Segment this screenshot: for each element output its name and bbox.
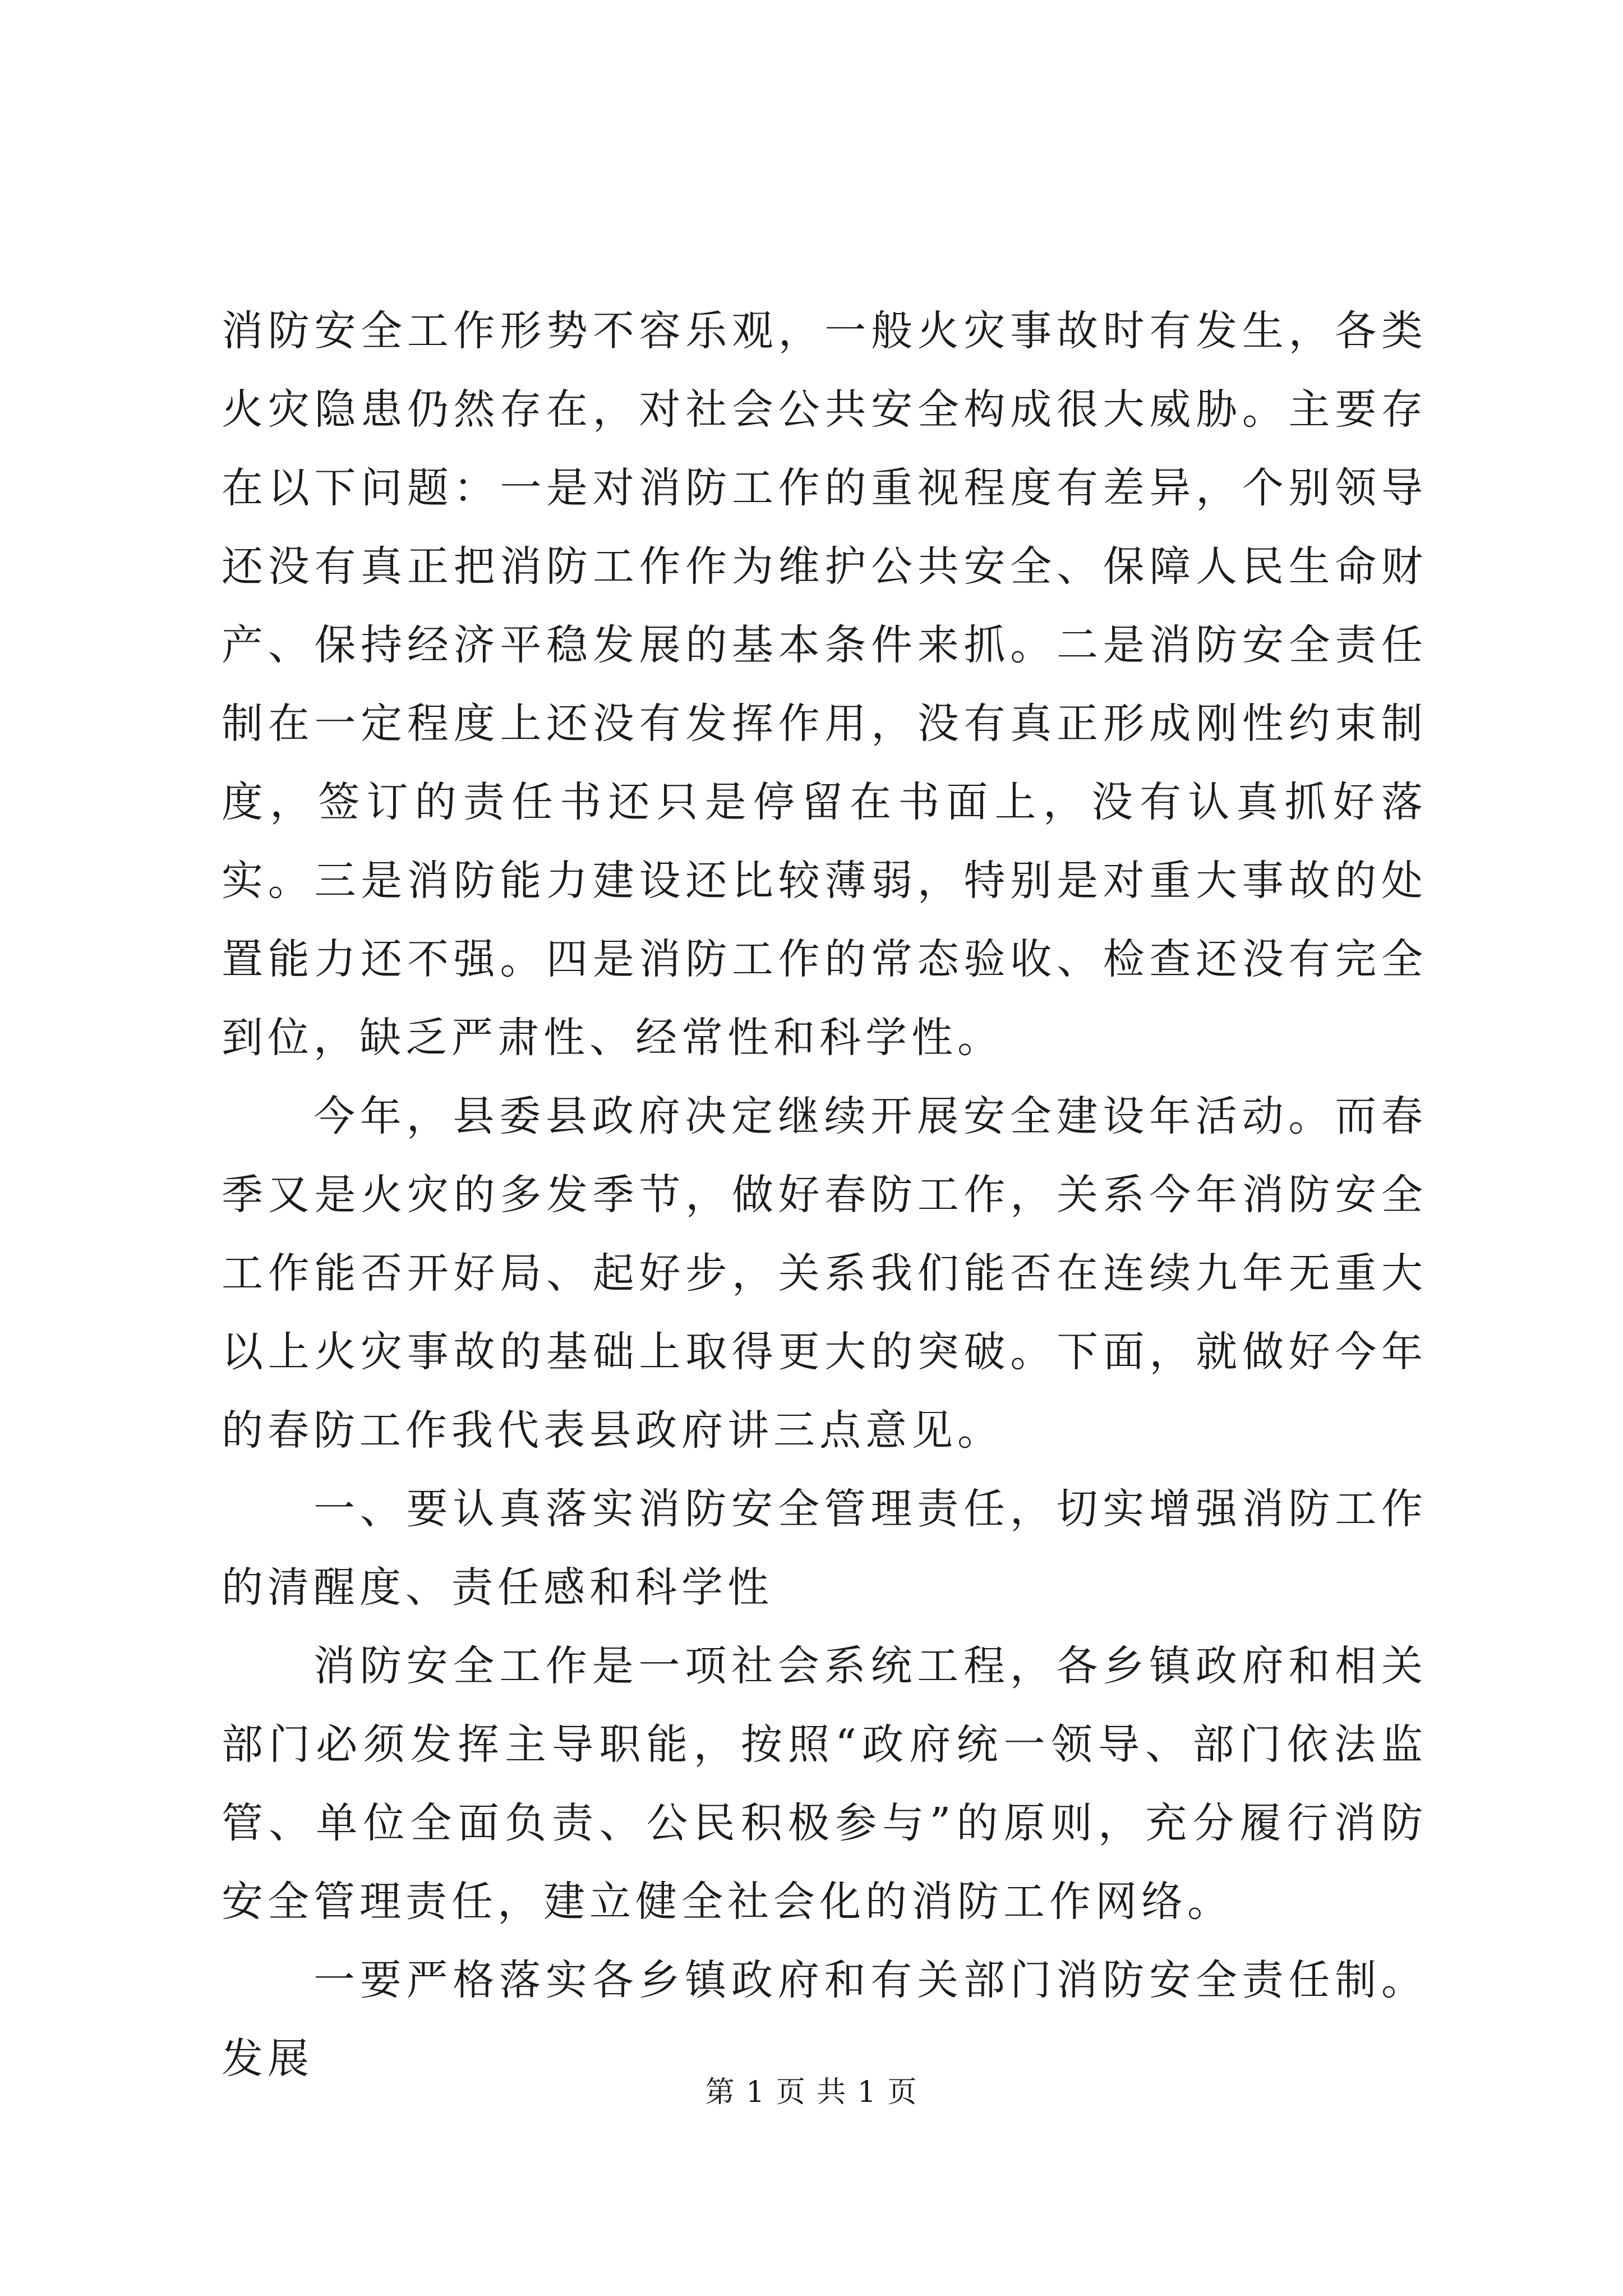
document-body <box>222 292 1427 2098</box>
page-footer: 第 1 页 共 1 页 <box>705 2076 918 2109</box>
paragraph-system-engineering: 消防安全工作是一项社会系统工程，各乡镇政府和相关部门必须发挥主导职能，按照“政府统一领导、部门依法监管、单位全面负责、公民积极参与”的原则，充分履行消防安全管理责任，建立健全社会化的消防工作网络。 <box>222 1642 1427 1926</box>
section-heading-1: 一、要认真落实消防安全管理责任，切实增强消防工作的清醒度、责任感和科学性 <box>222 1485 1427 1612</box>
paragraph-spring-prevention: 今年，县委县政府决定继续开展安全建设年活动。而春季又是火灾的多发季节，做好春防工作，关系今年消防安全工作能否开好局、起好步，关系我们能否在连续九年无重大以上火灾事故的基础上取得更大的突破。下面，就做好今年的春防工作我代表县政府讲三点意见。 <box>222 1092 1427 1455</box>
paragraph-problems: 消防安全工作形势不容乐观，一般火灾事故时有发生，各类火灾隐患仍然存在，对社会公共安全构成很大威胁。主要存在以下问题：一是对消防工作的重视程度有差异，个别领导还没有真正把消防工作作为维护公共安全、保障人民生命财产、保持经济平稳发展的基本条件来抓。二是消防安全责任制在一定程度上还没有发挥作用，没有真正形成刚性约束制度，签订的责任书还只是停留在书面上，没有认真抓好落实。三是消防能力建设还比较薄弱，特别是对重大事故的处置能力还不强。四是消防工作的常态验收、检查还没有完全到位，缺乏严肃性、经常性和科学性。 <box>222 307 1427 1062</box>
paragraph-responsibility: 一要严格落实各乡镇政府和有关部门消防安全责任制。发展 <box>222 1956 1427 2083</box>
